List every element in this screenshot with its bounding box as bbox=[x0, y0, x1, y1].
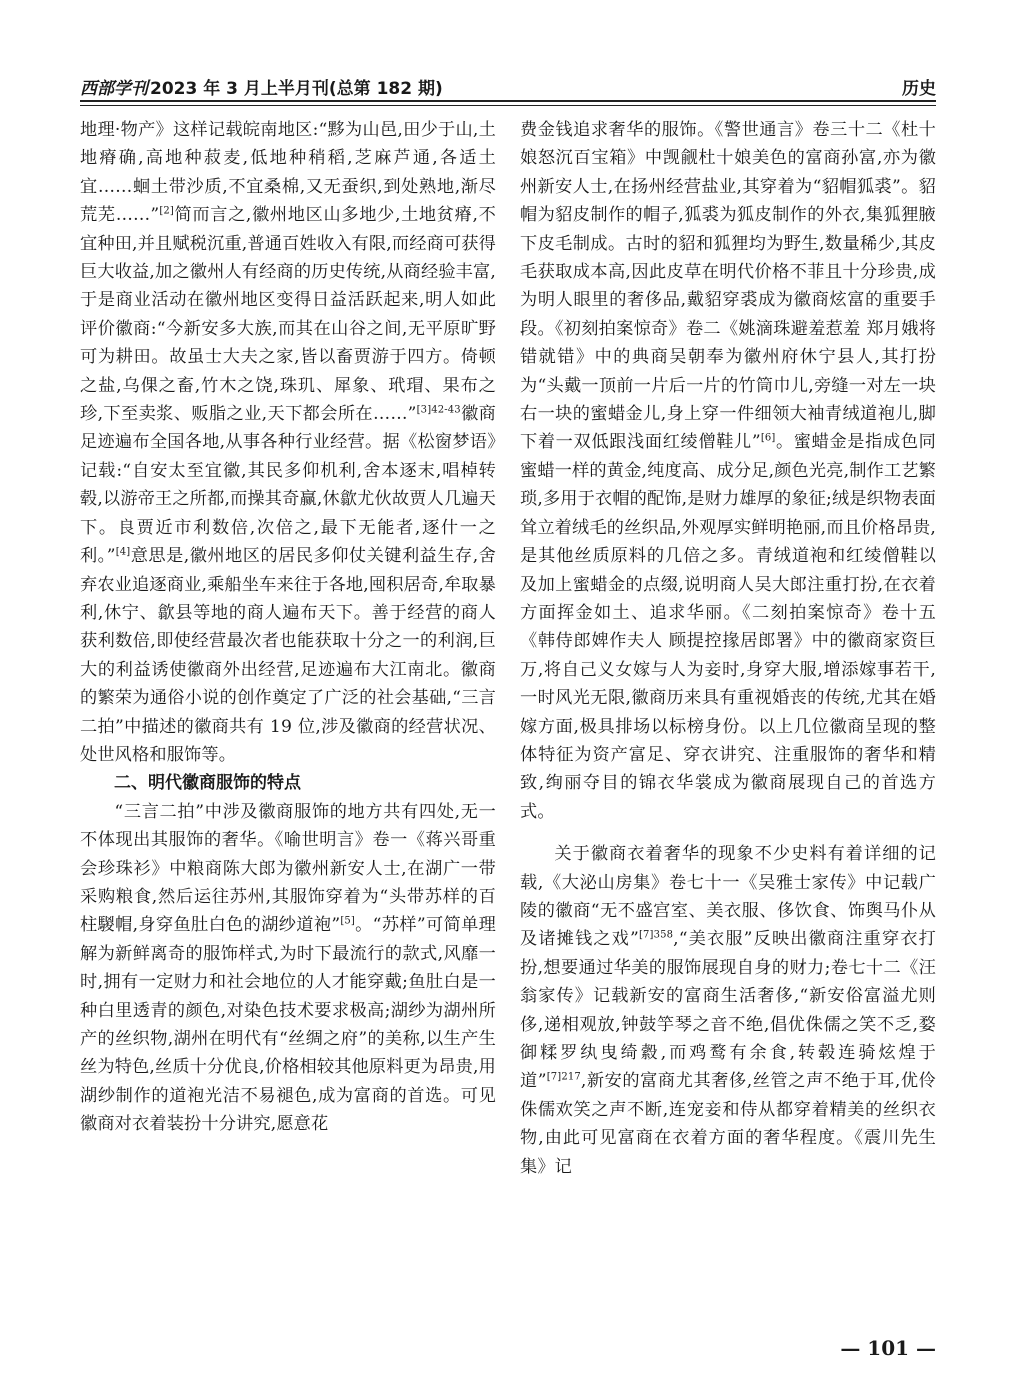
body-paragraph: “三言二拍”中涉及徽商服饰的地方共有四处,无一不体现出其服饰的奢华。《喻世明言》卷一《蒋兴哥重会珍珠衫》中粮商陈大郎为徽州新安人士,在湖广一带采购粮食,然后运往苏州,其服饰穿着为“头带苏样的百柱騣帽,身穿鱼肚白色的湖纱道袍”[5]。“苏样”可简单理解为新鲜离奇的服饰样式,为时下最流行的款式,风靡一时,拥有一定财力和社会地位的人才能穿戴;鱼肚白是一种白里透青的颜色,对染色技术要求极高;湖纱为湖州所产的丝织物,湖州在明代有“丝绸之府”的美称,以生产生丝为特色,丝质十分优良,价格相较其他原料更为昂贵,用湖纱制作的道袍光洁不易褪色,成为富商的首选。可见徽商对衣着装扮十分讲究,愿意花 bbox=[80, 801, 496, 1135]
journal-logo: 西部学刊 bbox=[80, 79, 148, 99]
left-column bbox=[80, 116, 496, 1139]
page-header bbox=[80, 72, 936, 102]
right-column bbox=[520, 116, 936, 1181]
issue-label: 2023 年 3 月上半月刊(总第 182 期) bbox=[150, 79, 443, 99]
header-rule-thin bbox=[80, 105, 936, 106]
header-rule-thick bbox=[80, 100, 936, 102]
citation: [7]358 bbox=[638, 929, 674, 941]
page-number: — 101 — bbox=[840, 1336, 936, 1360]
section-heading: 二、明代徽商服饰的特点 bbox=[114, 773, 301, 794]
citation: [6] bbox=[760, 432, 776, 444]
body-paragraph: 费金钱追求奢华的服饰。《警世通言》卷三十二《杜十娘怒沉百宝箱》中觊觎杜十娘美色的富商孙富,亦为徽州新安人士,在扬州经营盐业,其穿着为“貂帽狐裘”。貂帽为貂皮制作的帽子,狐裘为狐皮制作的外衣,集狐狸腋下皮毛制成。古时的貂和狐狸均为野生,数量稀少,其皮毛获取成本高,因此皮草在明代价格不菲且十分珍贵,成为明人眼里的奢侈品,戴貂穿裘成为徽商炫富的重要手段。《初刻拍案惊奇》卷二《姚滴珠避羞惹羞 郑月娥将错就错》中的典商吴朝奉为徽州府休宁县人,其打扮为“头戴一顶前一片后一片的竹筒巾儿,旁缝一对左一块右一块的蜜蜡金儿,身上穿一件细领大袖青绒道袍儿,脚下着一双低跟浅面红绫僧鞋儿”[6]。蜜蜡金是指成色同蜜蜡一样的黄金,纯度高、成分足,颜色光亮,制作工艺繁琐,多用于衣帽的配饰,是财力雄厚的象征;绒是织物表面耸立着绒毛的丝织品,外观厚实鲜明艳丽,而且价格昂贵,是其他丝质原料的几倍之多。青绒道袍和红绫僧鞋以及加上蜜蜡金的点缀,说明商人吴大郎注重打扮,在衣着方面挥金如土、追求华丽。《二刻拍案惊奇》卷十五《韩侍郎婢作夫人 顾提控掾居郎署》中的徽商家资巨万,将自己义女嫁与人为妾时,身穿大服,增添嫁事若干,一时风光无限,徽商历来具有重视婚丧的传统,尤其在婚嫁方面,极具排场以标榜身份。以上几位徽商呈现的整体特征为资产富足、穿衣讲究、注重服饰的奢华和精致,绚丽夺目的锦衣华裳成为徽商展现自己的首选方式。 bbox=[520, 120, 936, 822]
citation: [7]217 bbox=[546, 1071, 581, 1083]
citation: [2] bbox=[159, 205, 174, 217]
citation: [3]42-43 bbox=[416, 404, 461, 416]
citation: [5] bbox=[340, 915, 355, 927]
body-paragraph: 关于徽商衣着奢华的现象不少史料有着详细的记载,《大泌山房集》卷七十一《吴雅士家传》中记载广陵的徽商“无不盛宫室、美衣服、侈饮食、饰舆马仆从及诸摊钱之戏”$^{[7]358}$,“美衣服”反映出徽商注重穿衣打扮,想要通过华美的服饰展现自身的财力;卷七十二《汪翁家传》记载新安的富商生活奢侈,“新安俗富溢尤则侈,递相观放,钟鼓竽琴之音不绝,倡优侏儒之笑不乏,婺御糅罗纨曳绮縠,而鸡鹜有余食,转毂连骑炫煌于道”$^{[7]217}$,新安的富商尤其奢侈,丝管之声不绝于耳,优伶侏儒欢笑之声不断,连宠妾和侍从都穿着精美的丝织衣物,由此可见富商在衣着方面的奢华程度。《震川先生集》记 bbox=[520, 844, 936, 1177]
citation: [4] bbox=[115, 546, 131, 558]
section-label: 历史 bbox=[902, 79, 936, 99]
body-paragraph: 地理·物产》这样记载皖南地区:“黟为山邑,田少于山,土地瘠确,高地种菽麦,低地种稍稻,芝麻芦通,各适土宜……蛔土带沙质,不宜桑棉,又无蚕织,到处熟地,渐尽荒芜……”[2]简而言之,徽州地区山多地少,土地贫瘠,不宜种田,并且赋税沉重,普通百姓收入有限,而经商可获得巨大收益,加之徽州人有经商的历史传统,从商经验丰富,于是商业活动在徽州地区变得日益活跃起来,明人如此评价徽商:“今新安多大族,而其在山谷之间,无平原旷野可为耕田。故虽士大夫之家,皆以畜贾游于四方。倚顿之盐,乌倮之畜,竹木之饶,珠玑、犀象、玳瑁、果布之珍,下至卖浆、贩脂之业,天下都会所在……”$^{[3]42-43}$徽商足迹遍布全国各地,从事各种行业经营。据《松窗梦语》记载:“自安太至宜徽,其民多仰机利,舍本逐末,唱棹转毂,以游帝王之所都,而操其奇赢,休歙尤伙故贾人几遍天下。良贾近市利数倍,次倍之,最下无能者,逐什一之利。”[4]意思是,徽州地区的居民多仰仗关键利益生存,舍弃农业追逐商业,乘船坐车来往于各地,囤积居奇,牟取暴利,休宁、歙县等地的商人遍布天下。善于经营的商人获利数倍,即使经营最次者也能获取十分之一的利润,巨大的利益诱使徽商外出经营,足迹遍布大江南北。徽商的繁荣为通俗小说的创作奠定了广泛的社会基础,“三言二拍”中描述的徽商共有 19 位,涉及徽商的经营状况、处世风格和服饰等。 bbox=[80, 120, 496, 765]
header-journal-issue bbox=[80, 74, 443, 99]
